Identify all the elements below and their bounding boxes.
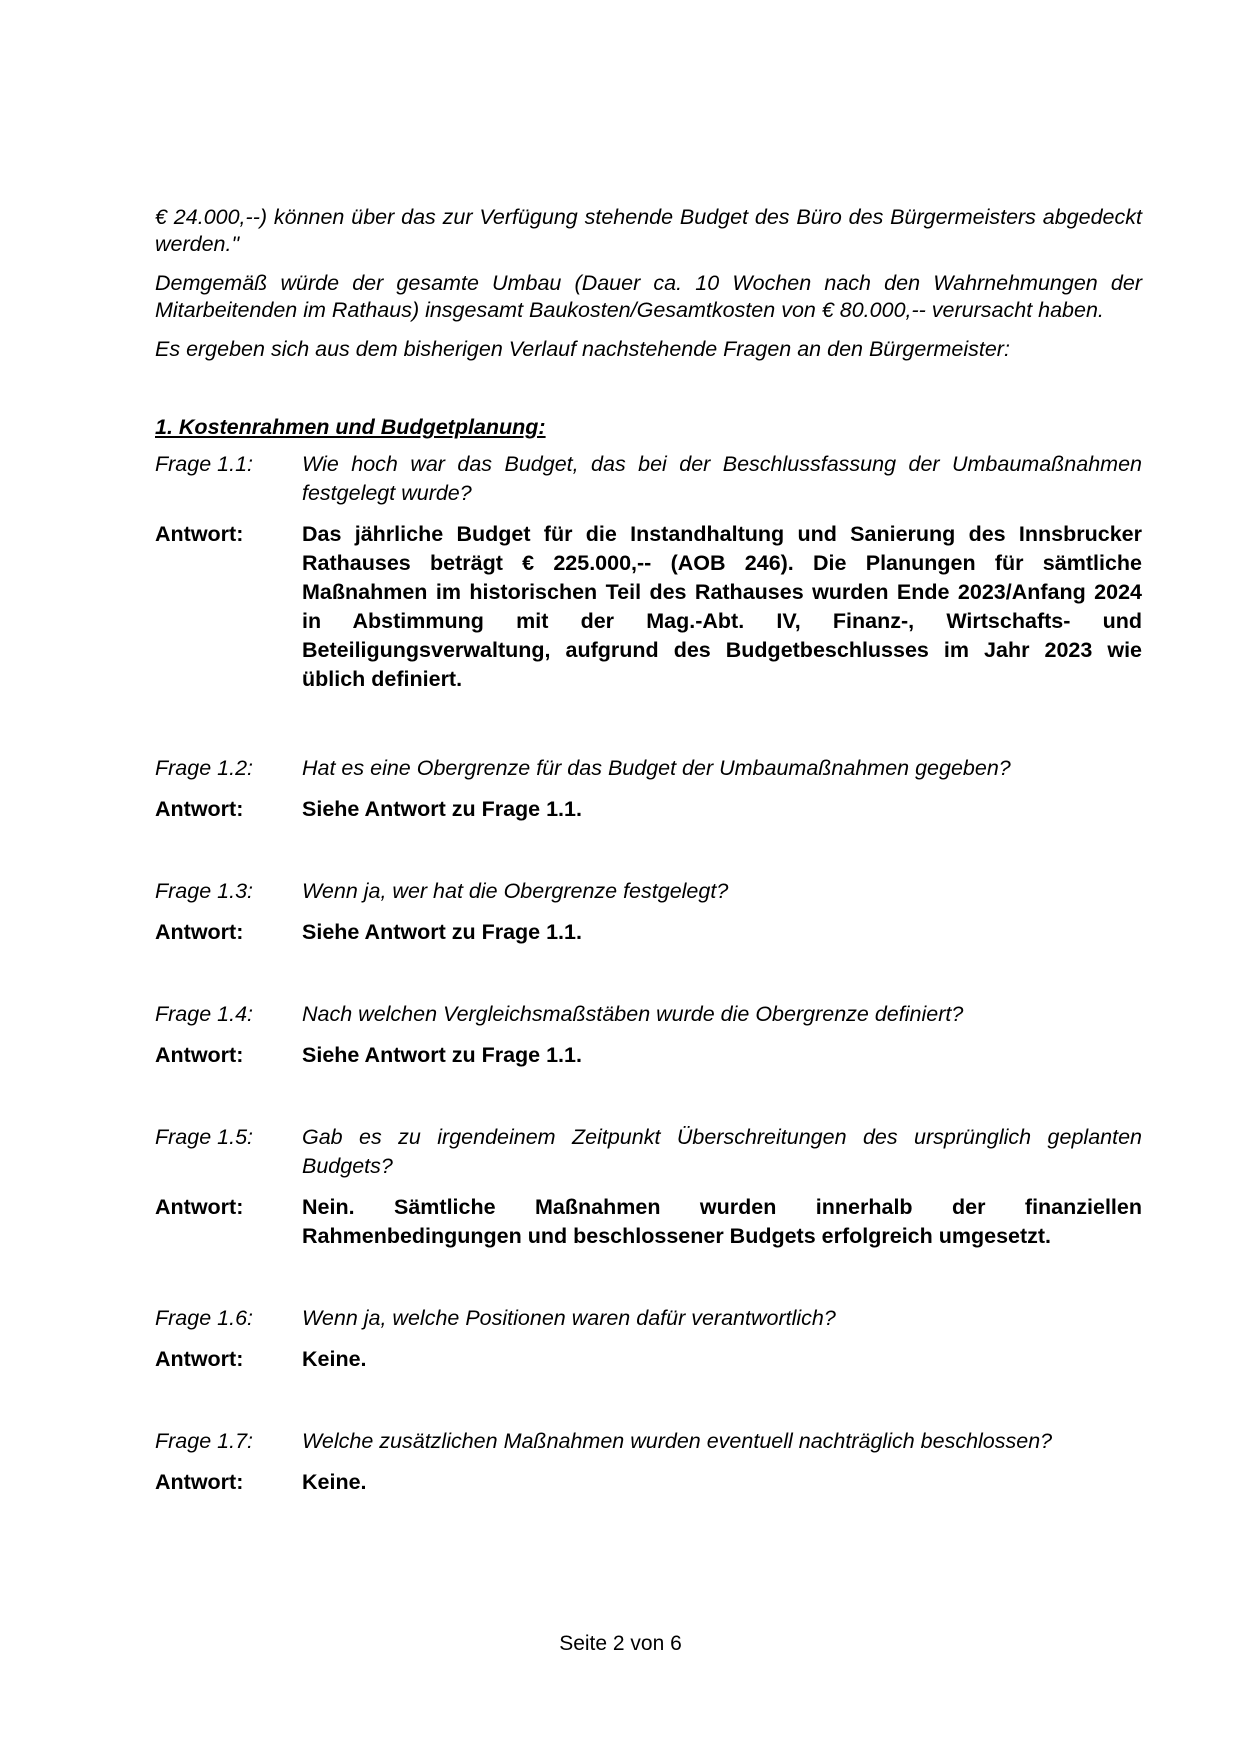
question-text: Gab es zu irgendeinem Zeitpunkt Überschreitungen des ursprünglich geplanten Budgets? — [302, 1125, 1142, 1178]
answer-text: Nein. Sämtliche Maßnahmen wurden innerhalb der finanziellen Rahmenbedingungen und beschlossener Budgets erfolgreich umgesetzt. — [302, 1195, 1142, 1248]
intro-paragraph-1: € 24.000,--) können über das zur Verfügung stehende Budget des Büro des Bürgermeisters abgedeckt werden." — [155, 205, 1142, 256]
answer-row — [155, 795, 1142, 824]
intro-paragraph-2: Demgemäß würde der gesamte Umbau (Dauer ca. 10 Wochen nach den Wahrnehmungen der Mitarbeitenden im Rathaus) insgesamt Baukosten/Gesamtkosten von € 80.000,-- verursacht haben. — [155, 271, 1142, 322]
answer-text: Siehe Antwort zu Frage 1.1. — [302, 920, 582, 944]
answer-text: Siehe Antwort zu Frage 1.1. — [302, 1043, 582, 1067]
answer-label: Antwort: — [155, 797, 244, 821]
question-row — [155, 1000, 1142, 1029]
answer-text: Keine. — [302, 1470, 367, 1494]
question-text: Nach welchen Vergleichsmaßstäben wurde die Obergrenze definiert? — [302, 1002, 964, 1026]
answer-label: Antwort: — [155, 1470, 244, 1494]
answer-text: Keine. — [302, 1347, 367, 1371]
question-text: Wenn ja, welche Positionen waren dafür verantwortlich? — [302, 1306, 836, 1330]
question-text: Wie hoch war das Budget, das bei der Beschlussfassung der Umbaumaßnahmen festgelegt wurde? — [302, 452, 1142, 505]
section-heading: 1. Kostenrahmen und Budgetplanung: — [155, 415, 546, 439]
answer-text: Siehe Antwort zu Frage 1.1. — [302, 797, 582, 821]
page-number: Seite 2 von 6 — [559, 1632, 682, 1655]
answer-label: Antwort: — [155, 1347, 244, 1371]
question-label: Frage 1.5: — [155, 1125, 253, 1149]
question-label: Frage 1.1: — [155, 452, 253, 476]
question-row — [155, 1123, 1142, 1181]
question-text: Hat es eine Obergrenze für das Budget der Umbaumaßnahmen gegeben? — [302, 756, 1011, 780]
question-label: Frage 1.3: — [155, 879, 253, 903]
answer-row — [155, 1468, 1142, 1497]
answer-row — [155, 1041, 1142, 1070]
question-label: Frage 1.7: — [155, 1429, 253, 1453]
answer-row — [155, 520, 1142, 694]
answer-label: Antwort: — [155, 1043, 244, 1067]
question-row — [155, 877, 1142, 906]
question-row — [155, 1427, 1142, 1456]
document-page — [155, 204, 1142, 1497]
question-text: Welche zusätzlichen Maßnahmen wurden eventuell nachträglich beschlossen? — [302, 1429, 1053, 1453]
answer-label: Antwort: — [155, 920, 244, 944]
answer-row — [155, 918, 1142, 947]
answer-row — [155, 1193, 1142, 1251]
question-row — [155, 754, 1142, 783]
answer-label: Antwort: — [155, 1195, 244, 1219]
answer-row — [155, 1345, 1142, 1374]
question-text: Wenn ja, wer hat die Obergrenze festgelegt? — [302, 879, 729, 903]
answer-label: Antwort: — [155, 522, 244, 546]
answer-text: Das jährliche Budget für die Instandhaltung und Sanierung des Innsbrucker Rathauses beträgt € 225.000,-- (AOB 246). Die Planungen für sämtliche Maßnahmen im historischen Teil des Rathauses wurden Ende 2023/Anfang 2024 in Abstimmung mit der Mag.-Abt. IV, Finanz-, Wirtschafts- und Beteiligungsverwaltung, aufgrund des Budgetbeschlusses im Jahr 2023 wie üblich definiert. — [302, 522, 1142, 691]
intro-paragraph-3: Es ergeben sich aus dem bisherigen Verlauf nachstehende Fragen an den Bürgermeister: — [155, 337, 1010, 361]
question-label: Frage 1.6: — [155, 1306, 253, 1330]
question-label: Frage 1.4: — [155, 1002, 253, 1026]
question-row — [155, 1304, 1142, 1333]
question-label: Frage 1.2: — [155, 756, 253, 780]
question-row — [155, 450, 1142, 508]
